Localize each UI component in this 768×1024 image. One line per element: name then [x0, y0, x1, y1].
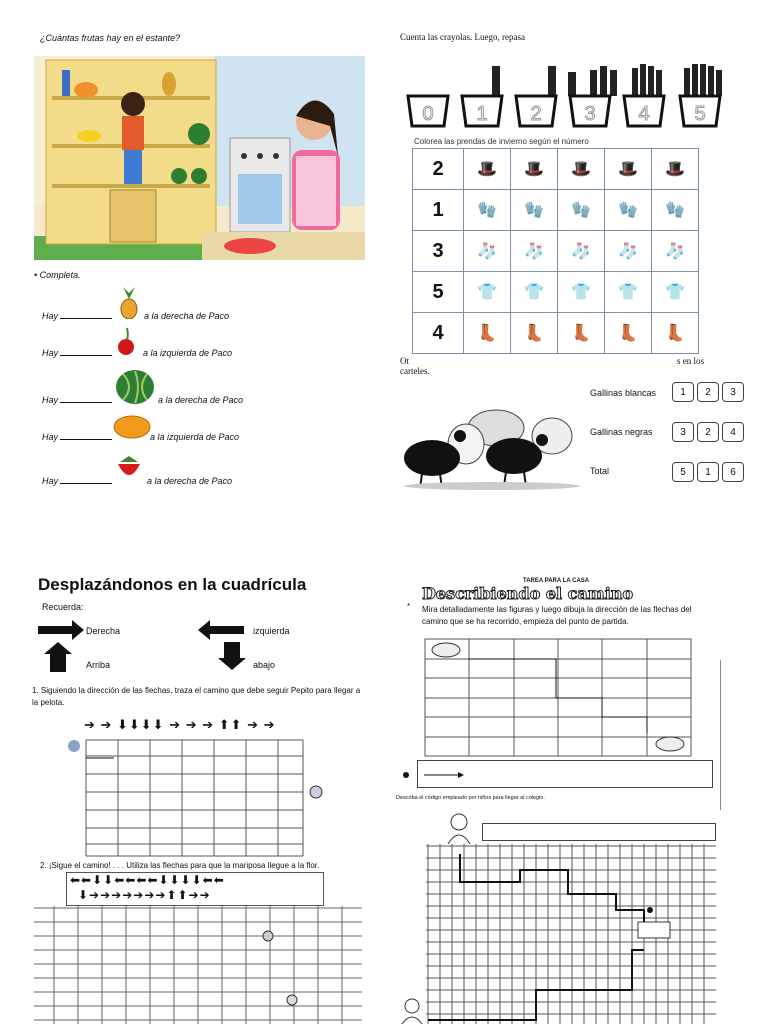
boot-icon[interactable]: 👢: [605, 313, 652, 354]
izquierda-label: izquierda: [253, 626, 290, 636]
sweater-icon[interactable]: 👕: [605, 272, 652, 313]
hens-illustration: [402, 388, 582, 492]
grid-2[interactable]: [34, 906, 362, 1024]
sweater-icon[interactable]: 👕: [464, 272, 511, 313]
q1-row: [42, 348, 114, 358]
right-arrow-icon: [424, 770, 464, 780]
q1-row-text: a la izquierda de Paco: [150, 432, 240, 442]
hens-white-label: Gallinas blancas: [590, 388, 657, 398]
row-number: 3: [413, 231, 464, 272]
hat-icon[interactable]: 🎩: [464, 149, 511, 190]
arrow-sequence-2a: ⬅⬅⬇⬇⬅⬅⬅⬅⬇⬇⬇⬇⬅⬅: [70, 873, 225, 887]
q3-item1: 1. Siguiendo la dirección de las flechas, traza el camino que debe seguir Pepito para llegar a la pelota.: [32, 686, 361, 707]
q1-completa: • Completa.: [34, 270, 81, 280]
answer-option[interactable]: 5: [672, 462, 694, 482]
table-row: [413, 149, 699, 190]
glove-icon[interactable]: 🧤: [464, 190, 511, 231]
start-icon: [432, 643, 460, 657]
table-row: [413, 272, 699, 313]
q3-title: Desplazándonos en la cuadrícula: [38, 575, 307, 594]
glove-icon[interactable]: 🧤: [605, 190, 652, 231]
q4-header: TAREA PARA LA CASA: [523, 578, 590, 584]
child-start-icon: [398, 996, 426, 1024]
sweater-icon[interactable]: 👕: [652, 272, 699, 313]
row-number: 5: [413, 272, 464, 313]
overlap-text-left: Ot: [400, 356, 409, 366]
answer-option[interactable]: 4: [722, 422, 744, 442]
answer-blank[interactable]: [60, 355, 112, 356]
sweater-icon[interactable]: 👕: [511, 272, 558, 313]
table-row: [413, 313, 699, 354]
hay-label: Hay: [42, 311, 59, 321]
q1-title: ¿Cuántas frutas hay en el estante?: [40, 33, 181, 43]
q1-row: [42, 395, 114, 405]
down-arrow-icon: [218, 642, 246, 670]
grid-4[interactable]: [426, 844, 716, 1024]
hat-icon[interactable]: 🎩: [558, 149, 605, 190]
crayon-number: 5: [694, 103, 706, 125]
completa-label: Completa.: [39, 270, 81, 280]
table-caption: Colorea las prendas de invierno según el número: [414, 137, 589, 146]
ball-icon: [310, 786, 322, 798]
pineapple-icon: [118, 285, 140, 319]
hay-label: Hay: [42, 395, 59, 405]
answer-blank[interactable]: [60, 318, 112, 319]
answer-option[interactable]: 1: [697, 462, 719, 482]
crayon-number: 0: [422, 103, 434, 125]
hay-label: Hay: [42, 348, 59, 358]
flower-icon: [287, 995, 297, 1005]
arrow-sequence-2b: ⬇➔➔➔➔➔➔➔⬆⬆➔➔: [78, 888, 211, 902]
hay-label: Hay: [42, 432, 59, 442]
hat-icon[interactable]: 🎩: [605, 149, 652, 190]
row-number: 1: [413, 190, 464, 231]
left-arrow-icon: [198, 620, 244, 640]
watermelon-icon: [115, 368, 155, 406]
boot-icon[interactable]: 👢: [558, 313, 605, 354]
crayon-number: 4: [638, 103, 650, 125]
boot-icon[interactable]: 👢: [652, 313, 699, 354]
table-row: [413, 231, 699, 272]
recuerda-label: Recuerda:: [42, 602, 84, 612]
glove-icon[interactable]: 🧤: [558, 190, 605, 231]
bullet-dot: [403, 772, 409, 778]
row-number: 4: [413, 313, 464, 354]
answer-option[interactable]: 2: [697, 382, 719, 402]
q4-describe: Describa el código empleado por niños para llegar al colegio.: [396, 795, 545, 801]
goal-icon: [656, 737, 684, 751]
crayon-number: 1: [476, 103, 488, 125]
glove-icon[interactable]: 🧤: [511, 190, 558, 231]
arriba-label: Arriba: [86, 660, 111, 670]
sock-icon[interactable]: 🧦: [605, 231, 652, 272]
up-arrow-icon: [44, 642, 72, 672]
q1-row: [42, 476, 114, 486]
q1-row-text: a la derecha de Paco: [147, 476, 233, 486]
kitchen-illustration: [34, 56, 365, 260]
row-number: 2: [413, 149, 464, 190]
abajo-label: abajo: [253, 660, 276, 670]
answer-option[interactable]: 1: [672, 382, 694, 402]
q1-row: [42, 311, 114, 321]
divider: [720, 660, 721, 810]
q4-instruction: Mira detalladamente las figuras y luego dibuja la dirección de las flechas del camino que se ha recorrido, empieza del punto de partida.: [422, 605, 692, 626]
sweater-icon[interactable]: 👕: [558, 272, 605, 313]
pepito-icon: [68, 740, 80, 752]
q1-row: [42, 432, 114, 442]
arrow-sequence-1: ➔ ➔ ⬇⬇⬇⬇ ➔ ➔ ➔ ⬆⬆ ➔ ➔: [84, 717, 276, 732]
answer-option[interactable]: 6: [722, 462, 744, 482]
child-icon: [442, 812, 476, 844]
hat-icon[interactable]: 🎩: [511, 149, 558, 190]
sock-icon[interactable]: 🧦: [558, 231, 605, 272]
hens-total-label: Total: [590, 466, 610, 476]
q4-title: Describiendo el camino: [422, 584, 634, 603]
crayon-number: 3: [584, 103, 596, 125]
school-icon: [638, 922, 670, 938]
q4-bullet: *: [407, 602, 411, 611]
answer-blank[interactable]: [60, 439, 112, 440]
answer-box-2[interactable]: [482, 823, 716, 841]
boot-icon[interactable]: 👢: [464, 313, 511, 354]
sock-icon[interactable]: 🧦: [464, 231, 511, 272]
sock-icon[interactable]: 🧦: [652, 231, 699, 272]
arrow-legend-right: [198, 618, 246, 674]
q1-row-text: a la derecha de Paco: [158, 395, 244, 405]
q1-row-text: a la derecha de Paco: [144, 311, 230, 321]
right-arrow-icon: [38, 620, 84, 640]
grid-1[interactable]: [66, 736, 330, 860]
winter-clothes-table: [412, 148, 699, 354]
crayon-pots: [404, 62, 734, 132]
derecha-label: Derecha: [86, 626, 121, 636]
q2-title: Cuenta las crayolas. Luego, repasa: [400, 32, 525, 42]
answer-option[interactable]: 3: [672, 422, 694, 442]
answer-option[interactable]: 2: [697, 422, 719, 442]
overlap-text-next: carteles.: [400, 366, 430, 376]
table-row: [413, 190, 699, 231]
boot-icon[interactable]: 👢: [511, 313, 558, 354]
answer-option[interactable]: 3: [722, 382, 744, 402]
hens-black-label: Gallinas negras: [590, 427, 653, 437]
q1-row-text: a la izquierda de Paco: [143, 348, 233, 358]
crayon-number: 2: [530, 103, 542, 125]
glove-icon[interactable]: 🧤: [652, 190, 699, 231]
grid-3[interactable]: [424, 638, 692, 758]
q3-item2: 2. ¡Sigue el camino! . . . Utiliza las flechas para que la mariposa llegue a la flor.: [40, 861, 320, 870]
papaya-icon: [113, 414, 151, 440]
arrow-legend-left: [38, 618, 86, 674]
answer-blank[interactable]: [60, 483, 112, 484]
cherry-icon: [115, 326, 137, 356]
overlap-text-right: s en los: [677, 356, 704, 366]
answer-blank[interactable]: [60, 402, 112, 403]
butterfly-icon: [263, 931, 273, 941]
strawberry-icon: [114, 452, 144, 484]
sock-icon[interactable]: 🧦: [511, 231, 558, 272]
hat-icon[interactable]: 🎩: [652, 149, 699, 190]
hay-label: Hay: [42, 476, 59, 486]
